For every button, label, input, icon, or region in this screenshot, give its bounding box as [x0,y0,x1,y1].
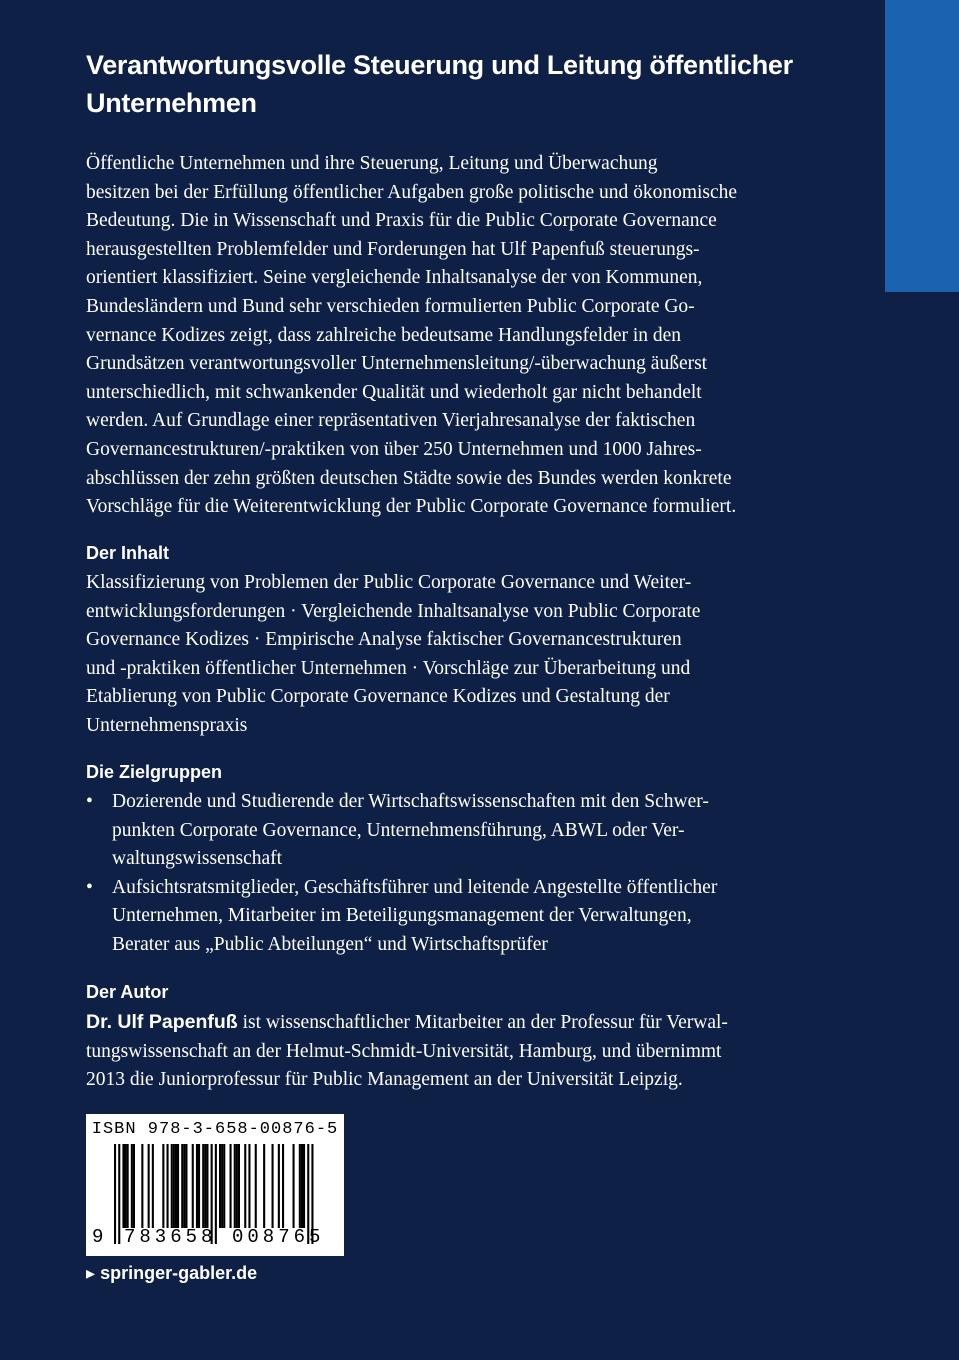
text-line: Vorschläge für die Weiterentwicklung der Public Corporate Governance formuliert. [86,496,737,518]
barcode-bar [118,1144,120,1244]
barcode-bar [278,1144,280,1228]
barcode-bar [198,1144,200,1228]
barcode-bar [202,1144,204,1228]
barcode-bar [303,1144,305,1228]
zielgruppen-list [86,788,798,960]
barcode-bar [114,1144,116,1244]
barcode-bar [299,1144,301,1228]
arrow-right-icon: ▸ [86,1263,96,1283]
text-line: herausgestellten Problemfelder und Forderungen hat Ulf Papenfuß steuerungs- [86,238,700,260]
autor-text [86,1008,798,1095]
barcode-bar [272,1144,274,1228]
zielgruppen-heading: Die Zielgruppen [86,762,223,782]
barcode-bar [125,1144,127,1228]
barcode-bar [196,1144,198,1228]
book-title [86,46,866,122]
text-line: entwicklungsforderungen · Vergleichende Inhaltsanalyse von Public Corporate [86,600,701,622]
author-bio-start: ist wissenschaftlicher Mitarbeiter an der Professur für Verwal- [237,1012,728,1033]
barcode-bar [223,1144,225,1228]
text-line: abschlüssen der zehn größten deutschen Städte sowie des Bundes werden konkrete [86,467,732,489]
barcode-bar [185,1144,187,1228]
text-line: punkten Corporate Governance, Unternehmensführung, ABWL oder Ver- [112,819,685,841]
inhalt-text [86,569,798,741]
text-line: Governancestrukturen/-praktiken von über 250 Unternehmen und 1000 Jahres- [86,438,702,460]
inhalt-heading: Der Inhalt [86,543,170,563]
barcode-bar [148,1144,150,1228]
barcode-bar [244,1144,246,1228]
text-line: Klassifizierung von Problemen der Public Corporate Governance und Weiter- [86,572,692,593]
title-line: Verantwortungsvolle Steuerung und Leitung öffentlicher [86,50,793,80]
barcode-bar [301,1144,303,1228]
text-line: Governance Kodizes · Empirische Analyse faktischer Governancestrukturen [86,629,682,651]
barcode [86,1114,344,1256]
text-line: vernance Kodizes zeigt, dass zahlreiche bedeutsame Handlungsfelder in den [86,324,682,346]
barcode-bar [204,1144,206,1228]
barcode-bar [238,1144,240,1228]
barcode-bar [177,1144,179,1228]
text-line: Bedeutung. Die in Wissenschaft und Praxis für die Public Corporate Governance [86,210,717,232]
list-item [86,874,798,960]
barcode-digits-right: 008765 [232,1226,325,1248]
text-line: und -praktiken öffentlicher Unternehmen · Vorschläge zur Überarbeitung und [86,657,691,679]
text-line: besitzen bei der Erfüllung öffentlicher Aufgaben große politische und ökonomische [86,181,738,203]
autor-heading: Der Autor [86,982,169,1002]
bullet-icon: • [86,791,93,812]
text-line: 2013 die Juniorprofessur für Public Management an der Universität Leipzig. [86,1069,683,1091]
text-line: Grundsätzen verantwortungsvoller Unternehmensleitung/-überwachung äußerst [86,353,708,375]
barcode-bar [219,1144,221,1228]
barcode-bar [192,1144,194,1228]
intro-text [86,150,798,522]
barcode-bar [152,1144,154,1228]
barcode-bar [236,1144,238,1228]
text-line: waltungswissenschaft [112,848,283,870]
barcode-bar [234,1144,236,1228]
text-line: Aufsichtsratsmitglieder, Geschäftsführer und leitende Angestellte öffentlicher [112,876,718,898]
author-name: Dr. Ulf Papenfuß [86,1011,238,1033]
website-label: springer-gabler.de [100,1263,258,1283]
text-line: Dozierende und Studierende der Wirtschaftswissenschaften mit den Schwer- [112,791,709,812]
barcode-bar [167,1144,169,1228]
text-line: Berater aus „Public Abteilungen“ und Wirtschaftsprüfer [112,933,548,955]
barcode-bar [248,1144,250,1228]
barcode-bar [181,1144,183,1228]
barcode-bar [282,1144,284,1228]
barcode-digits-left: 783658 [124,1226,217,1248]
barcode-bar [175,1144,177,1228]
text-line: orientiert klassifiziert. Seine vergleichende Inhaltsanalyse der von Kommunen, [86,267,703,289]
barcode-bar [230,1144,232,1228]
barcode-bar [221,1144,223,1228]
text-line: Unternehmenspraxis [86,714,248,736]
text-line: Bundesländern und Bund sehr verschieden formulierten Public Corporate Go- [86,295,695,317]
barcode-bar [133,1144,135,1228]
text-line: Unternehmen, Mitarbeiter im Beteiligungsmanagement der Verwaltungen, [112,905,692,927]
bullet-icon: • [86,876,93,898]
barcode-bar [127,1144,129,1228]
side-color-tab [885,0,959,292]
barcode-digit-first: 9 [92,1226,104,1248]
text-line: werden. Auf Grundlage einer repräsentativen Vierjahresanalyse der faktischen [86,410,696,432]
barcode-bar [263,1144,265,1228]
barcode-bar [131,1144,133,1228]
text-line: Öffentliche Unternehmen und ihre Steuerung, Leitung und Überwachung [86,153,658,174]
barcode-bar [255,1144,257,1228]
barcode-bar [122,1144,124,1228]
barcode-bar [162,1144,164,1228]
isbn-label: ISBN 978-3-658-00876-5 [91,1120,339,1139]
barcode-bar [171,1144,173,1228]
barcode-bar [183,1144,185,1228]
barcode-bar [206,1144,208,1228]
barcode-bar [141,1144,143,1228]
text-line [86,1008,798,1038]
text-line: unterschiedlich, mit schwankender Qualität und wiederholt gar nicht behandelt [86,381,702,403]
barcode-bar [293,1144,295,1228]
website-link[interactable] [86,1263,257,1284]
text-line: tungswissenschaft an der Helmut-Schmidt-Universität, Hamburg, und übernimmt [86,1040,722,1062]
barcode-bar [173,1144,175,1228]
list-item [86,788,798,874]
text-line: Etablierung von Public Corporate Governance Kodizes und Gestaltung der [86,686,670,708]
title-line: Unternehmen [86,88,257,118]
